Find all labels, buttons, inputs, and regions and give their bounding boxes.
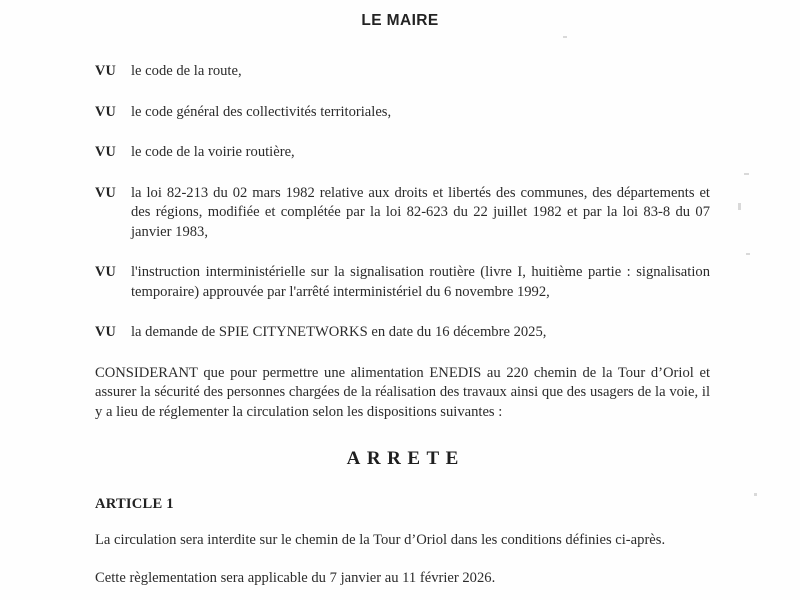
scan-artifact (746, 253, 750, 255)
scan-artifact (744, 173, 749, 175)
scan-artifact (563, 36, 567, 38)
vu-clause (95, 62, 710, 82)
vu-clause (95, 184, 710, 243)
vu-text: la loi 82-213 du 02 mars 1982 relative aux droits et libertés des communes, des départements et des régions, modifiée et complétée par la loi 82-623 du 22 juillet 1982 et par la loi 83-8 du 07 janvier 1983, (131, 184, 710, 240)
considerant-paragraph: CONSIDERANT que pour permettre une alimentation ENEDIS au 220 chemin de la Tour d’Oriol et assurer la sécurité des personnes chargées de la réalisation des travaux ainsi que des usagers de la voie, il y a lieu de réglementer la circulation selon les dispositions suivantes : (95, 364, 710, 420)
vu-label: VU (95, 184, 117, 201)
vu-text: l'instruction interministérielle sur la signalisation routière (livre I, huitième partie : signalisation temporaire) approuvée par l'arrêté interministériel du 6 novembre 1992, (131, 264, 710, 300)
vu-label: VU (95, 103, 117, 120)
scan-artifact (754, 493, 757, 496)
vu-clause (95, 323, 710, 343)
vu-label: VU (95, 144, 117, 160)
vu-clause (95, 103, 710, 123)
vu-label: VU (95, 324, 117, 340)
scan-artifact (738, 203, 741, 210)
vu-text: le code général des collectivités territoriales, (131, 103, 392, 120)
article-paragraph: La circulation sera interdite sur le chemin de la Tour d’Oriol dans les conditions définies ci-après. (95, 532, 666, 548)
vu-clause (95, 263, 710, 302)
vu-text: la demande de SPIE CITYNETWORKS en date du 16 décembre 2025, (131, 324, 547, 340)
document-body (95, 62, 710, 588)
article-heading: ARTICLE 1 (95, 496, 174, 512)
vu-text: le code de la voirie routière, (131, 144, 295, 160)
page-title: LE MAIRE (361, 12, 439, 29)
article-paragraph: Cette règlementation sera applicable du 7 janvier au 11 février 2026. (95, 569, 496, 586)
vu-label: VU (95, 63, 117, 79)
vu-clause (95, 143, 710, 163)
arrete-heading: ARRETE (346, 448, 465, 469)
vu-text: le code de la route, (131, 63, 242, 79)
vu-label: VU (95, 264, 117, 280)
